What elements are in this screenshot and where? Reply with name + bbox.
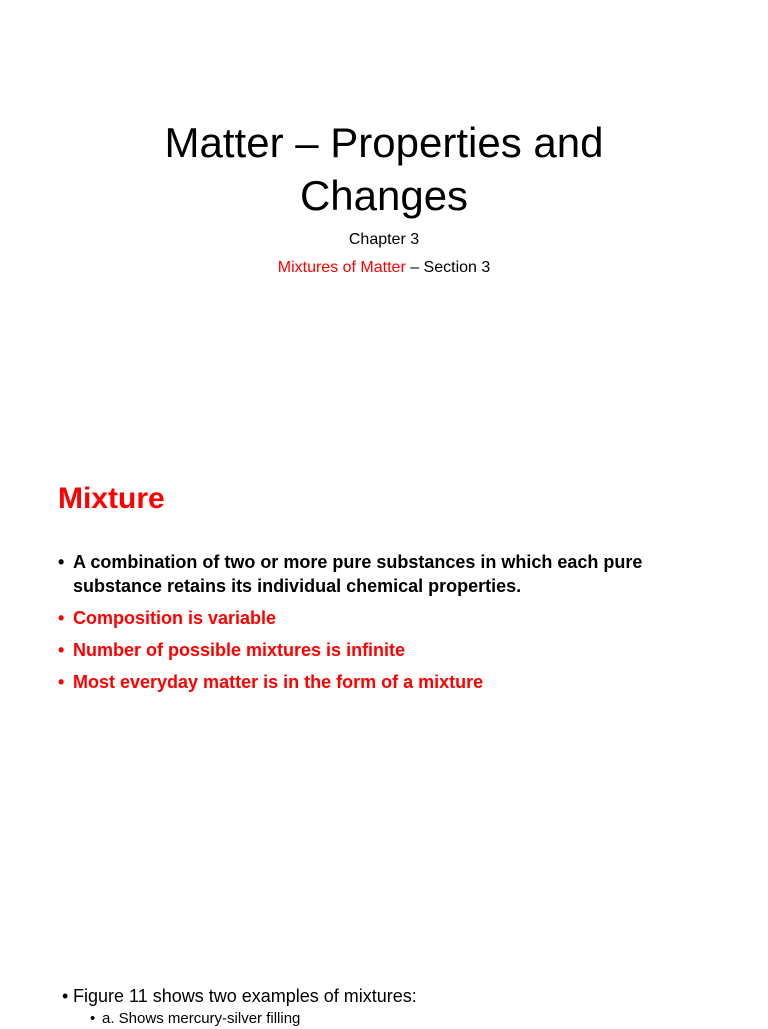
bullet-text: A combination of two or more pure substances in which each pure substance retains its individual chemical properties. [73, 552, 643, 596]
sub-bullet-text: a. Shows mercury-silver filling [102, 1010, 301, 1027]
bullet-dot: • [62, 986, 69, 1006]
bullet-text: Number of possible mixtures is infinite [73, 640, 406, 660]
bullet-text: Most everyday matter is in the form of a mixture [73, 672, 484, 692]
section-highlight: Mixtures of Matter [277, 259, 406, 276]
section-rest: – Section 3 [405, 259, 491, 276]
bullet-item [62, 984, 417, 1008]
mixture-slide [0, 460, 768, 760]
title-line-2: Changes [299, 172, 469, 219]
figure-slide [0, 976, 768, 1027]
slide-title [0, 116, 768, 222]
title-line-1: Matter – Properties and [164, 119, 604, 166]
bullet-dot: • [58, 672, 65, 692]
bullet-item [58, 550, 718, 598]
section-label [0, 258, 768, 278]
slide-heading: Mixture [58, 482, 165, 515]
bullet-list [62, 984, 417, 1008]
bullet-dot: • [58, 640, 65, 660]
sub-bullet-item [90, 1009, 300, 1029]
bullet-text: Composition is variable [73, 608, 277, 628]
bullet-dot: • [58, 552, 65, 572]
bullet-list [58, 550, 718, 702]
bullet-dot: • [90, 1010, 96, 1027]
chapter-label: Chapter 3 [348, 231, 420, 248]
bullet-item [58, 606, 718, 630]
bullet-item [58, 638, 718, 662]
bullet-text: Figure 11 shows two examples of mixtures: [73, 986, 417, 1006]
bullet-dot: • [58, 608, 65, 628]
bullet-item [58, 670, 718, 694]
title-slide [0, 0, 768, 330]
